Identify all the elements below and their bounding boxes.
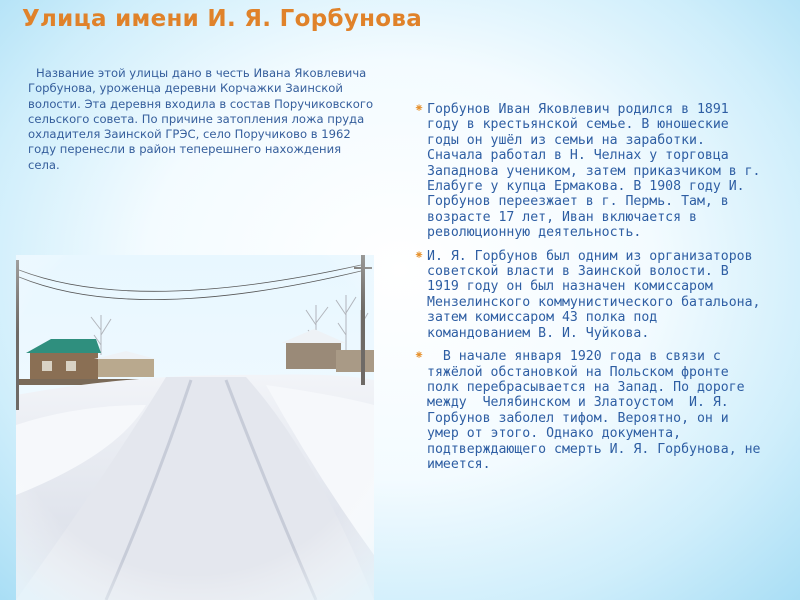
bullet-marker: ⁕ — [414, 101, 425, 115]
list-item — [414, 102, 764, 241]
biography-list — [414, 101, 769, 480]
intro-paragraph: Название этой улицы дано в честь Ивана Яковлевича Горбунова, уроженца деревни Корчажки Заинской волости. Эта деревня входила в состав Поручиковского сельского совета. По причине затопления ложа пруда охладителя Заинской ГРЭС, село Поручиково в 1962 году перенесли в район теперешнего нахождения села. — [28, 66, 374, 172]
street-photo — [16, 255, 374, 600]
bullet-marker: ⁕ — [414, 348, 425, 363]
list-item-text: И. Я. Горбунов был одним из организаторов советской власти в Заинской волости. В 1919 году он был назначен комиссаром Мензелинского коммунистического батальона, затем комиссаром 43 полка под командованием В. И. Чуйкова. — [427, 248, 761, 341]
bullet-marker: ⁕ — [414, 247, 425, 262]
slide-title: Улица имени И. Я. Горбунова — [22, 6, 423, 32]
list-item-text: Горбунов Иван Яковлевич родился в 1891 году в крестьянской семье. В юношеские годы он ушёл из семьи на заработки. Сначала работал в Н. Челнах у торговца Западнова учеником, затем приказчиком в г. Елабуге у купца Ермакова. В 1908 году И. Горбунов переезжает в г. Пермь. Там, в возрасте 17 лет, Иван включается в революционную деятельность. — [427, 102, 761, 241]
list-item — [414, 348, 769, 472]
list-item-text: В начале января 1920 года в связи с тяжёлой обстановкой на Польском фронте полк перебрасывается на Запад. По дороге между Челябинском и Златоустом И. Я. Горбунов заболел тифом. Вероятно, он и умер от этого. Однако документа, подтверждающего смерть И. Я. Горбунова, не имеется. — [427, 349, 769, 472]
list-item — [414, 249, 764, 341]
